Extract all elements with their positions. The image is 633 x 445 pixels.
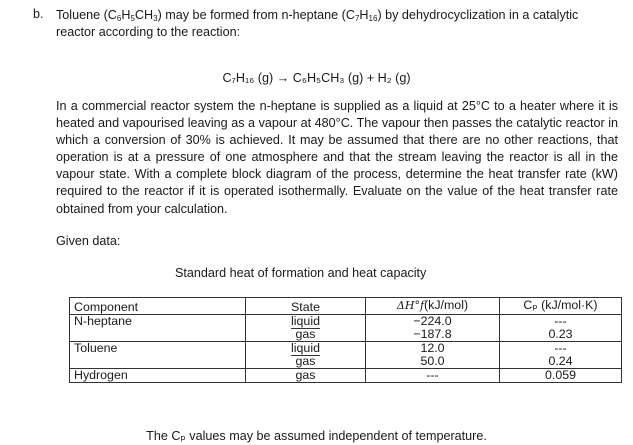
cell-cp: 0.059 — [500, 369, 622, 383]
header-state: State — [246, 298, 366, 315]
header-heat-capacity: Cₚ (kJ/mol·K) — [500, 298, 622, 315]
table-row — [70, 315, 622, 329]
cell-state: liquid — [246, 315, 366, 329]
table-title: Standard heat of formation and heat capacity — [175, 266, 427, 280]
cell-hf: --- — [366, 369, 500, 383]
cell-hf: 50.0 — [366, 355, 500, 369]
cell-cp: 0.24 — [500, 355, 622, 369]
table-row — [70, 355, 622, 369]
table-header-row — [70, 298, 622, 315]
cell-state: gas — [246, 355, 366, 369]
cell-hf: −187.8 — [366, 328, 500, 342]
cell-component — [70, 355, 246, 369]
cell-hf: 12.0 — [366, 342, 500, 356]
cell-cp: --- — [500, 342, 622, 356]
question-number: b. — [33, 7, 44, 21]
cell-cp: 0.23 — [500, 328, 622, 342]
table-row — [70, 328, 622, 342]
cell-component: N-heptane — [70, 315, 246, 329]
footnote: The Cₚ values may be assumed independent of temperature. — [146, 429, 487, 443]
cell-hf: −224.0 — [366, 315, 500, 329]
cell-component — [70, 328, 246, 342]
header-component: Component — [70, 298, 246, 315]
problem-paragraph: In a commercial reactor system the n-heptane is supplied as a liquid at 25°C to a heater where it is heated and vapourised leaving as a vapour at 480°C. The vapour then passes the catalytic reactor in which a conversion of 30% is achieved. It may be assumed that there are no other reactions, that operation is at a pressure of one atmosphere and that the stream leaving the reactor is all in the vapour state. With a complete block diagram of the process, determine the heat transfer rate (kW) required to the reactor if it is operated isothermally. Evaluate on the value of the heat transfer rate obtained from your calculation. — [56, 99, 618, 216]
cell-component: Hydrogen — [70, 369, 246, 383]
table-row — [70, 369, 622, 383]
header-heat-of-formation: ΔH°f(kJ/mol) — [366, 298, 500, 315]
given-data-label: Given data: — [56, 234, 121, 248]
delta-h-symbol: ΔH°f — [396, 299, 425, 312]
table-row — [70, 342, 622, 356]
data-table — [69, 297, 622, 383]
cell-cp: --- — [500, 315, 622, 329]
reaction-equation: C₇H₁₆ (g) → C₆H₅CH₃ (g) + H₂ (g) — [222, 71, 411, 85]
cell-state: gas — [246, 369, 366, 383]
cell-component: Toluene — [70, 342, 246, 356]
question-intro: Toluene $(C_6H_5CH_3)$ may be formed from n-heptane $(C_7H_{16})$ by dehydrocyclization in a catalytic reactor according to the reaction: — [56, 8, 579, 39]
cell-state: liquid — [246, 342, 366, 356]
cell-state: gas — [246, 328, 366, 342]
